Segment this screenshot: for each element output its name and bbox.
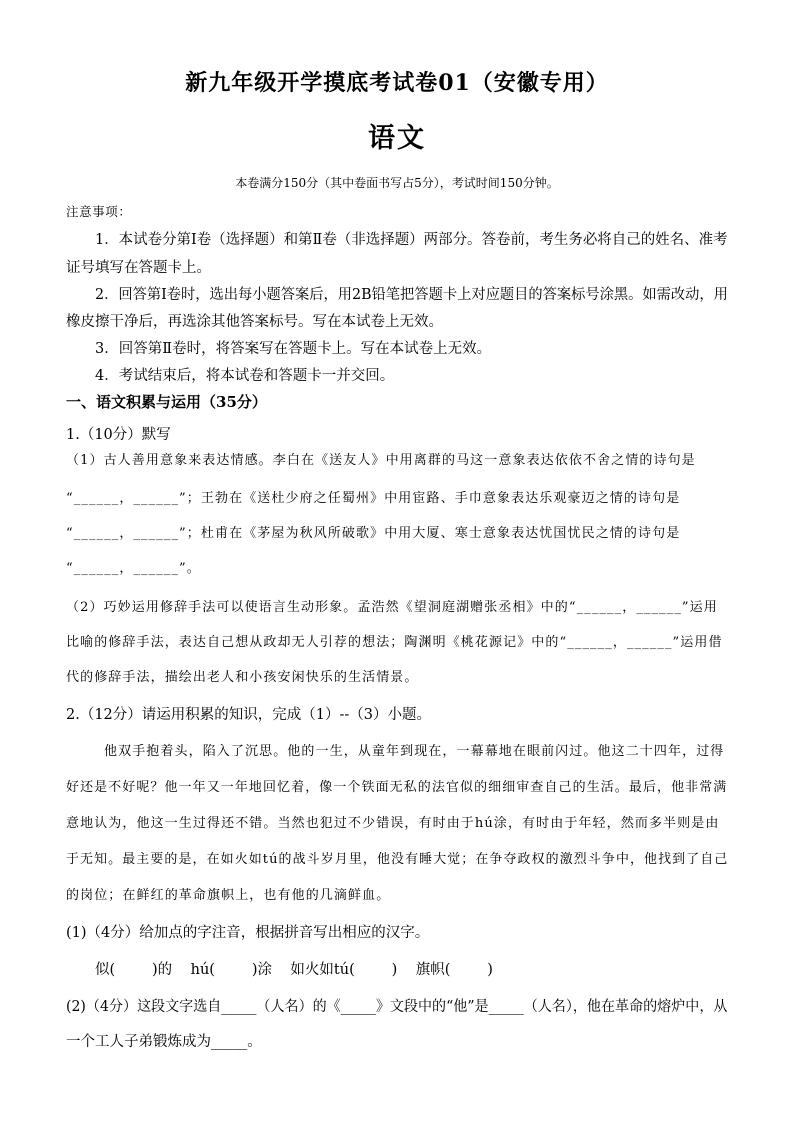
notice-item-2-line2: 橡皮擦干净后，再选涂其他答案标号。写在本试卷上无效。 — [66, 314, 443, 330]
passage-line: 好还是不好呢？他一年又一年地回忆着，像一个铁面无私的法官似的细细审查自己的生活。最后，他非常满 — [66, 780, 728, 795]
question-1-part2-line: 比喻的修辞手法，表达自己想从政却无人引荐的想法；陶渊明《桃花源记》中的“______，______”运用借 — [66, 635, 723, 650]
pinyin-items: 似( )的 hú( )涂 如火如tú( ) 旗帜( ) — [95, 962, 493, 978]
question-1-part2-line: 代的修辞手法，描绘出老人和小孩安闲快乐的生活情景。 — [66, 670, 419, 685]
question-1-part1-line: “______，______”；杜甫在《茅屋为秋风所破歌》中用大厦、寒士意象表达忧国忧民之情的诗句是 — [66, 526, 681, 541]
passage-line: 于无知。最主要的是，在如火如tú的战斗岁月里，他没有睡大觉；在争夺政权的激烈斗争中，他找到了自己 — [66, 852, 729, 867]
question-1-part1-line: “______，______”；王勃在《送杜少府之任蜀州》中用宦路、手巾意象表达乐观豪迈之情的诗句是 — [66, 491, 681, 506]
question-2-sub2-line2: 一个工人子弟锻炼成为_____。 — [66, 1034, 262, 1050]
question-2-sub1: (1)（4分）给加点的字注音，根据拼音写出相应的汉字。 — [66, 925, 430, 941]
question-1-stem: 1.（10分）默写 — [66, 427, 171, 443]
question-1-part2-line: （2）巧妙运用修辞手法可以使语言生动形象。孟浩然《望洞庭湖赠张丞相》中的“______，______”运用 — [66, 600, 718, 615]
score-note: 本卷满分150分（其中卷面书写占5分），考试时间150分钟。 — [235, 176, 559, 190]
notice-item-2-line1: 2．回答第Ⅰ卷时，选出每小题答案后，用2B铅笔把答题卡上对应题目的答案标号涂黑。如需改动，用 — [95, 287, 728, 303]
section-heading: 一、语文积累与运用（35分） — [66, 393, 267, 411]
notice-item-4: 4．考试结束后，将本试卷和答题卡一并交回。 — [95, 368, 395, 384]
notice-heading: 注意事项： — [66, 204, 132, 219]
exam-title: 新九年级开学摸底考试卷01（安徽专用） — [185, 70, 609, 96]
question-1-part1-line: （1）古人善用意象来表达情感。李白在《送友人》中用离群的马这一意象表达依依不舍之情的诗句是 — [66, 453, 696, 468]
passage-line: 的岗位；在鲜红的革命旗帜上，也有他的几滴鲜血。 — [66, 888, 391, 903]
subject-title: 语文 — [368, 123, 426, 154]
question-2-stem: 2.（12分）请运用积累的知识，完成（1）--（3）小题。 — [66, 707, 432, 723]
notice-item-1-line1: 1．本试卷分第Ⅰ卷（选择题）和第Ⅱ卷（非选择题）两部分。答卷前，考生务必将自己的姓名、准考 — [95, 232, 728, 248]
passage-line: 意地认为，他这一生过得还不错。当然也犯过不少错误，有时由于hú涂，有时由于年轻，然而多半则是由 — [66, 816, 720, 831]
notice-item-1-line2: 证号填写在答题卡上。 — [66, 260, 211, 276]
notice-item-3: 3．回答第Ⅱ卷时，将答案写在答题卡上。写在本试卷上无效。 — [95, 341, 492, 357]
question-1-part1-line: “______，______”。 — [66, 561, 201, 576]
question-2-sub2-line1: (2)（4分）这段文字选自_____（人名）的《_____》文段中的“他”是_____（人名），他在革命的熔炉中，从 — [66, 999, 728, 1015]
passage-line: 他双手抱着头，陷入了沉思。他的一生，从童年到现在，一幕幕地在眼前闪过。他这二十四年，过得 — [104, 744, 725, 759]
